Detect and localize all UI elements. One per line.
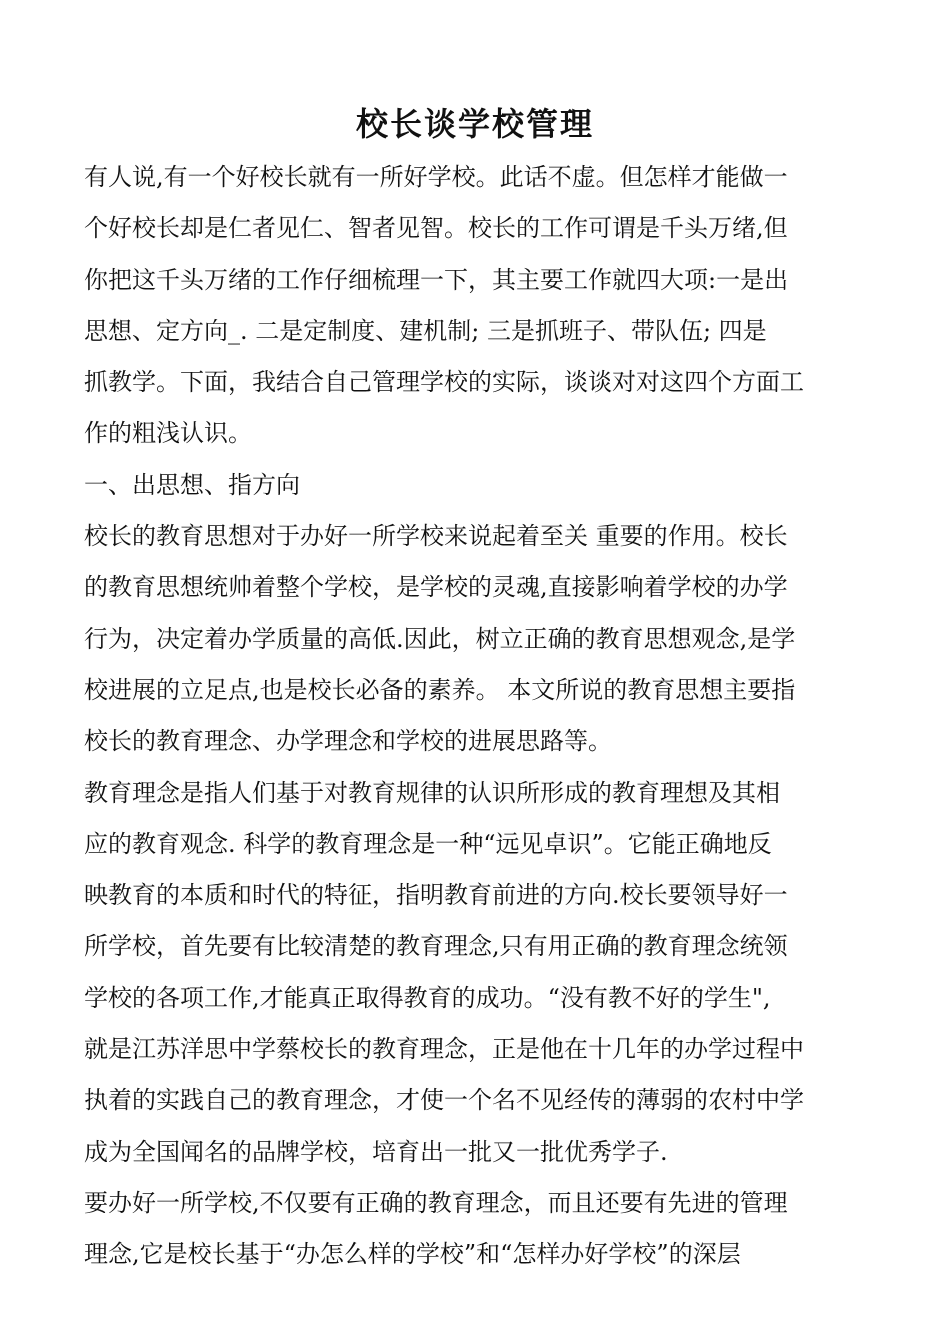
text-line: 作的粗浅认识。 [84, 419, 252, 448]
text-line: 行为，决定着办学质量的高低.因此，树立正确的教育思想观念,是学 [84, 624, 796, 653]
text-line: 你把这千头万绪的工作仔细梳理一下，其主要工作就四大项:一是出 [84, 265, 789, 294]
text-line: 要办好一所学校,不仅要有正确的教育理念，而且还要有先进的管理 [84, 1188, 788, 1217]
text-line: 理念,它是校长基于“办怎么样的学校”和“怎样办好学校”的深层 [84, 1240, 741, 1269]
text-line: 有人说,有一个好校长就有一所好学校。此话不虚。但怎样才能做一 [84, 163, 788, 191]
text-line: 一、出思想、指方向 [84, 470, 300, 499]
text-line: 校长的教育思想对于办好一所学校来说起着至关 重要的作用。校长 [84, 522, 788, 551]
text-line: 抓教学。下面，我结合自己管理学校的实际，谈谈对对这四个方面工 [84, 368, 804, 397]
text-line: 映教育的本质和时代的特征，指明教育前进的方向.校长要领导好一 [84, 881, 788, 910]
text-line: 个好校长却是仁者见仁、智者见智。校长的工作可谓是千头万绪,但 [84, 214, 788, 243]
text-line: 学校的各项工作,才能真正取得教育的成功。“没有教不好的学生", [84, 983, 771, 1012]
text-line: 校长的教育理念、办学理念和学校的进展思路等。 [84, 727, 612, 756]
text-line: 应的教育观念. 科学的教育理念是一种“远见卓识”。它能正确地反 [84, 829, 772, 858]
text-line: 的教育思想统帅着整个学校，是学校的灵魂,直接影响着学校的办学 [84, 573, 788, 602]
document-body [84, 152, 874, 1281]
text-line: 所学校，首先要有比较清楚的教育理念,只有用正确的教育理念统领 [84, 932, 788, 961]
text-line: 成为全国闻名的品牌学校，培育出一批又一批优秀学子. [84, 1137, 668, 1166]
document-title: 校长谈学校管理 [355, 105, 594, 143]
text-line: 教育理念是指人们基于对教育规律的认识所形成的教育理想及其相 [84, 778, 780, 807]
text-line: 思想、定方向_. 二是定制度、建机制; 三是抓班子、带队伍; 四是 [84, 316, 767, 345]
text-line: 就是江苏洋思中学蔡校长的教育理念，正是他在十几年的办学过程中 [84, 1035, 804, 1064]
text-line: 执着的实践自己的教育理念，才使一个名不见经传的薄弱的农村中学 [84, 1086, 804, 1115]
text-line: 校进展的立足点,也是校长必备的素养。 本文所说的教育思想主要指 [84, 675, 796, 704]
